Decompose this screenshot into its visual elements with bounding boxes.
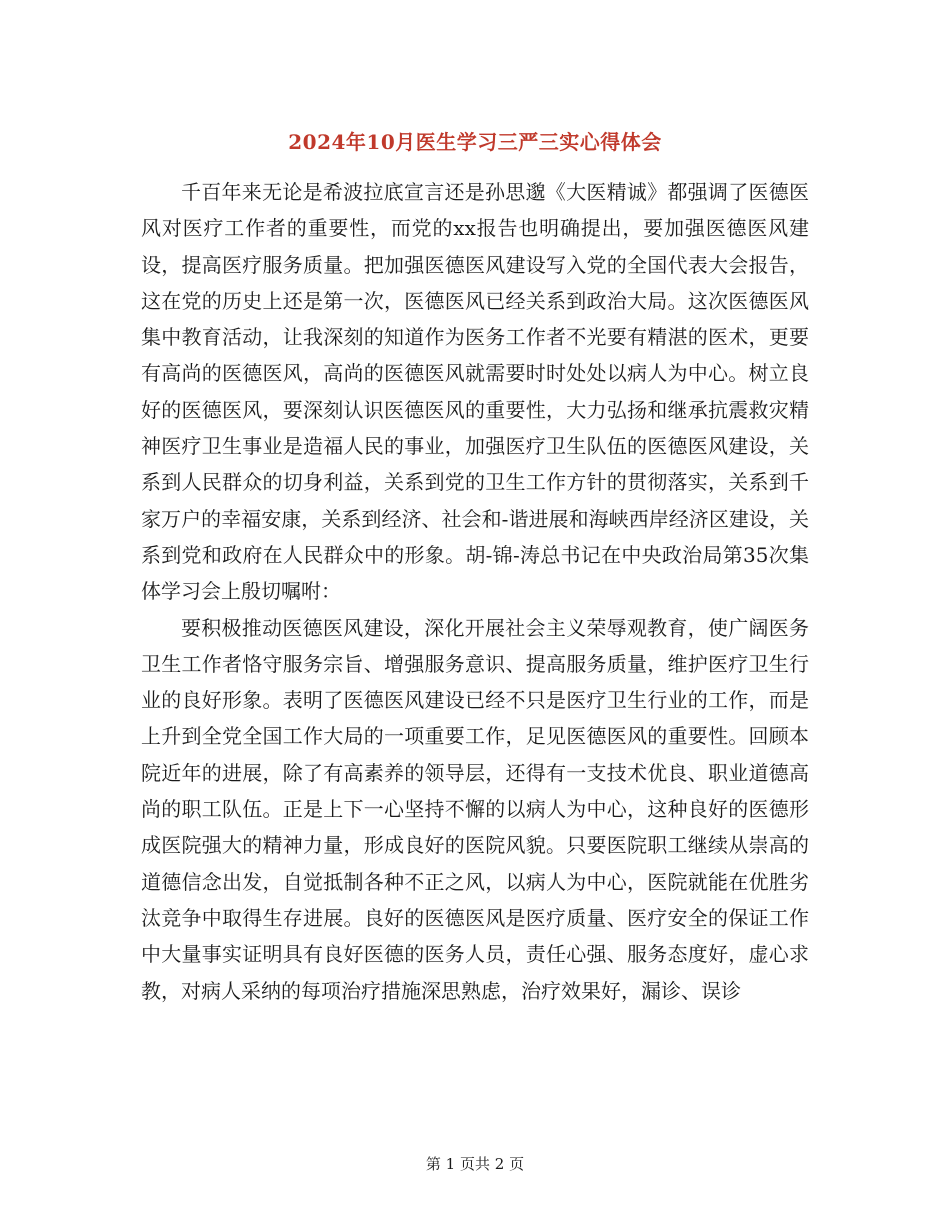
- paragraph-1: 千百年来无论是希波拉底宣言还是孙思邈《大医精诚》都强调了医德医风对医疗工作者的重要性，而党的xx报告也明确提出，要加强医德医风建设，提高医疗服务质量。把加强医德医风建设写入党的全国代表大会报告，这在党的历史上还是第一次，医德医风已经关系到政治大局。这次医德医风集中教育活动，让我深刻的知道作为医务工作者不光要有精湛的医术，更要有高尚的医德医风，高尚的医德医风就需要时时处处以病人为中心。树立良好的医德医风，要深刻认识医德医风的重要性，大力弘扬和继承抗震救灾精神医疗卫生事业是造福人民的事业，加强医疗卫生队伍的医德医风建设，关系到人民群众的切身利益，关系到党的卫生工作方针的贯彻落实，关系到千家万户的幸福安康，关系到经济、社会和-谐进展和海峡西岸经济区建设，关系到党和政府在人民群众中的形象。胡-锦-涛总书记在中央政治局第35次集体学习会上殷切嘱咐：: [141, 180, 809, 604]
- paragraph-2: 要积极推动医德医风建设，深化开展社会主义荣辱观教育，使广阔医务卫生工作者恪守服务宗旨、增强服务意识、提高服务质量，维护医疗卫生行业的良好形象。表明了医德医风建设已经不只是医疗卫生行业的工作，而是上升到全党全国工作大局的一项重要工作，足见医德医风的重要性。回顾本院近年的进展，除了有高素养的领导层，还得有一支技术优良、职业道德高尚的职工队伍。正是上下一心坚持不懈的以病人为中心，这种良好的医德形成医院强大的精神力量，形成良好的医院风貌。只要医院职工继续从崇高的道德信念出发，自觉抵制各种不正之风，以病人为中心，医院就能在优胜劣汰竞争中取得生存进展。良好的医德医风是医疗质量、医疗安全的保证工作中大量事实证明具有良好医德的医务人员，责任心强、服务态度好，虚心求教，对病人采纳的每项治疗措施深思熟虑，治疗效果好，漏诊、误诊: [141, 615, 809, 1003]
- document-body: [141, 174, 809, 1009]
- document-title: 2024年10月医生学习三严三实心得体会: [288, 130, 662, 155]
- page-footer: 第 1 页共 2 页: [425, 1155, 525, 1173]
